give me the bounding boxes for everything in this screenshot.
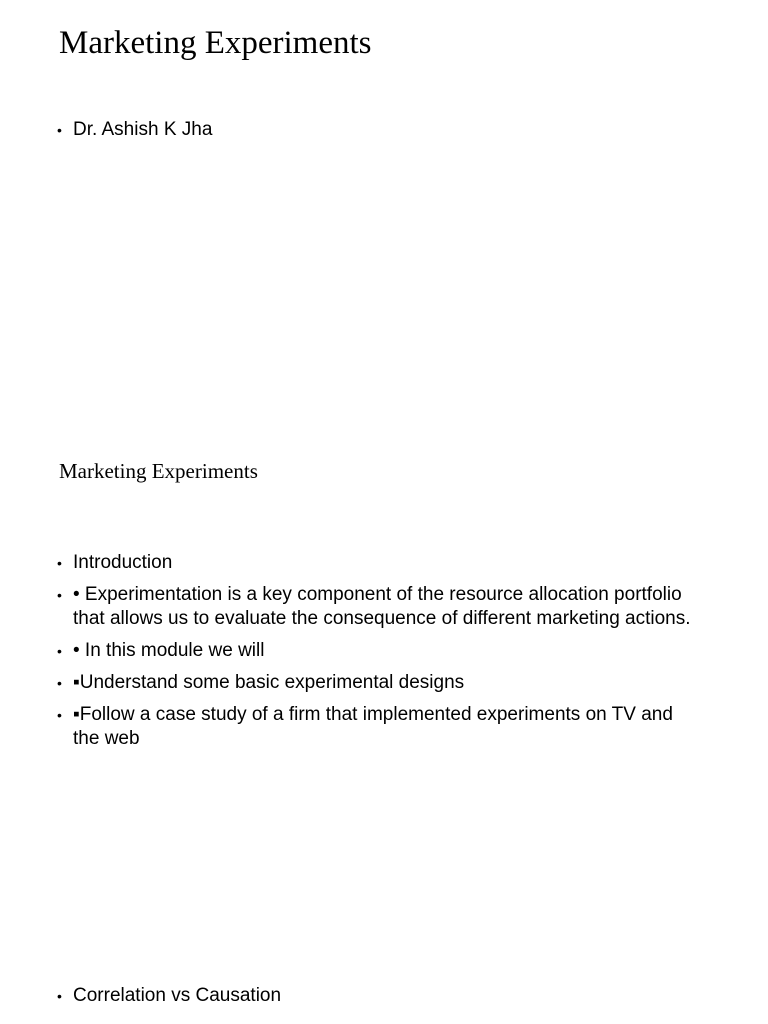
author-name: Dr. Ashish K Jha [73, 119, 213, 140]
list-item [0, 984, 693, 1008]
list-item [0, 639, 693, 663]
page-title: Marketing Experiments [59, 25, 372, 61]
bullet-icon: • [57, 988, 62, 1004]
causation-list [0, 984, 693, 1016]
author-list [0, 118, 693, 150]
list-item-text: ▪Understand some basic experimental designs [73, 672, 465, 693]
list-item [0, 583, 693, 631]
list-item [0, 118, 693, 142]
list-item-text: Introduction [73, 552, 173, 573]
bullet-icon: • [57, 675, 62, 691]
intro-list [0, 551, 693, 759]
list-item-text: • In this module we will [73, 640, 265, 661]
bullet-icon: • [57, 643, 62, 659]
list-item [0, 671, 693, 695]
list-item-text: • Experimentation is a key component of the resource allocation portfolio that allows us to evaluate the consequence of different marketing actions. [73, 584, 691, 629]
bullet-icon: • [57, 707, 62, 723]
bullet-icon: • [57, 122, 62, 138]
section-title: Marketing Experiments [59, 459, 258, 483]
list-item [0, 551, 693, 575]
list-item-text: Correlation vs Causation [73, 985, 282, 1006]
bullet-icon: • [57, 555, 62, 571]
list-item-text: ▪Follow a case study of a firm that implemented experiments on TV and the web [73, 704, 673, 749]
bullet-icon: • [57, 587, 62, 603]
list-item [0, 703, 693, 751]
